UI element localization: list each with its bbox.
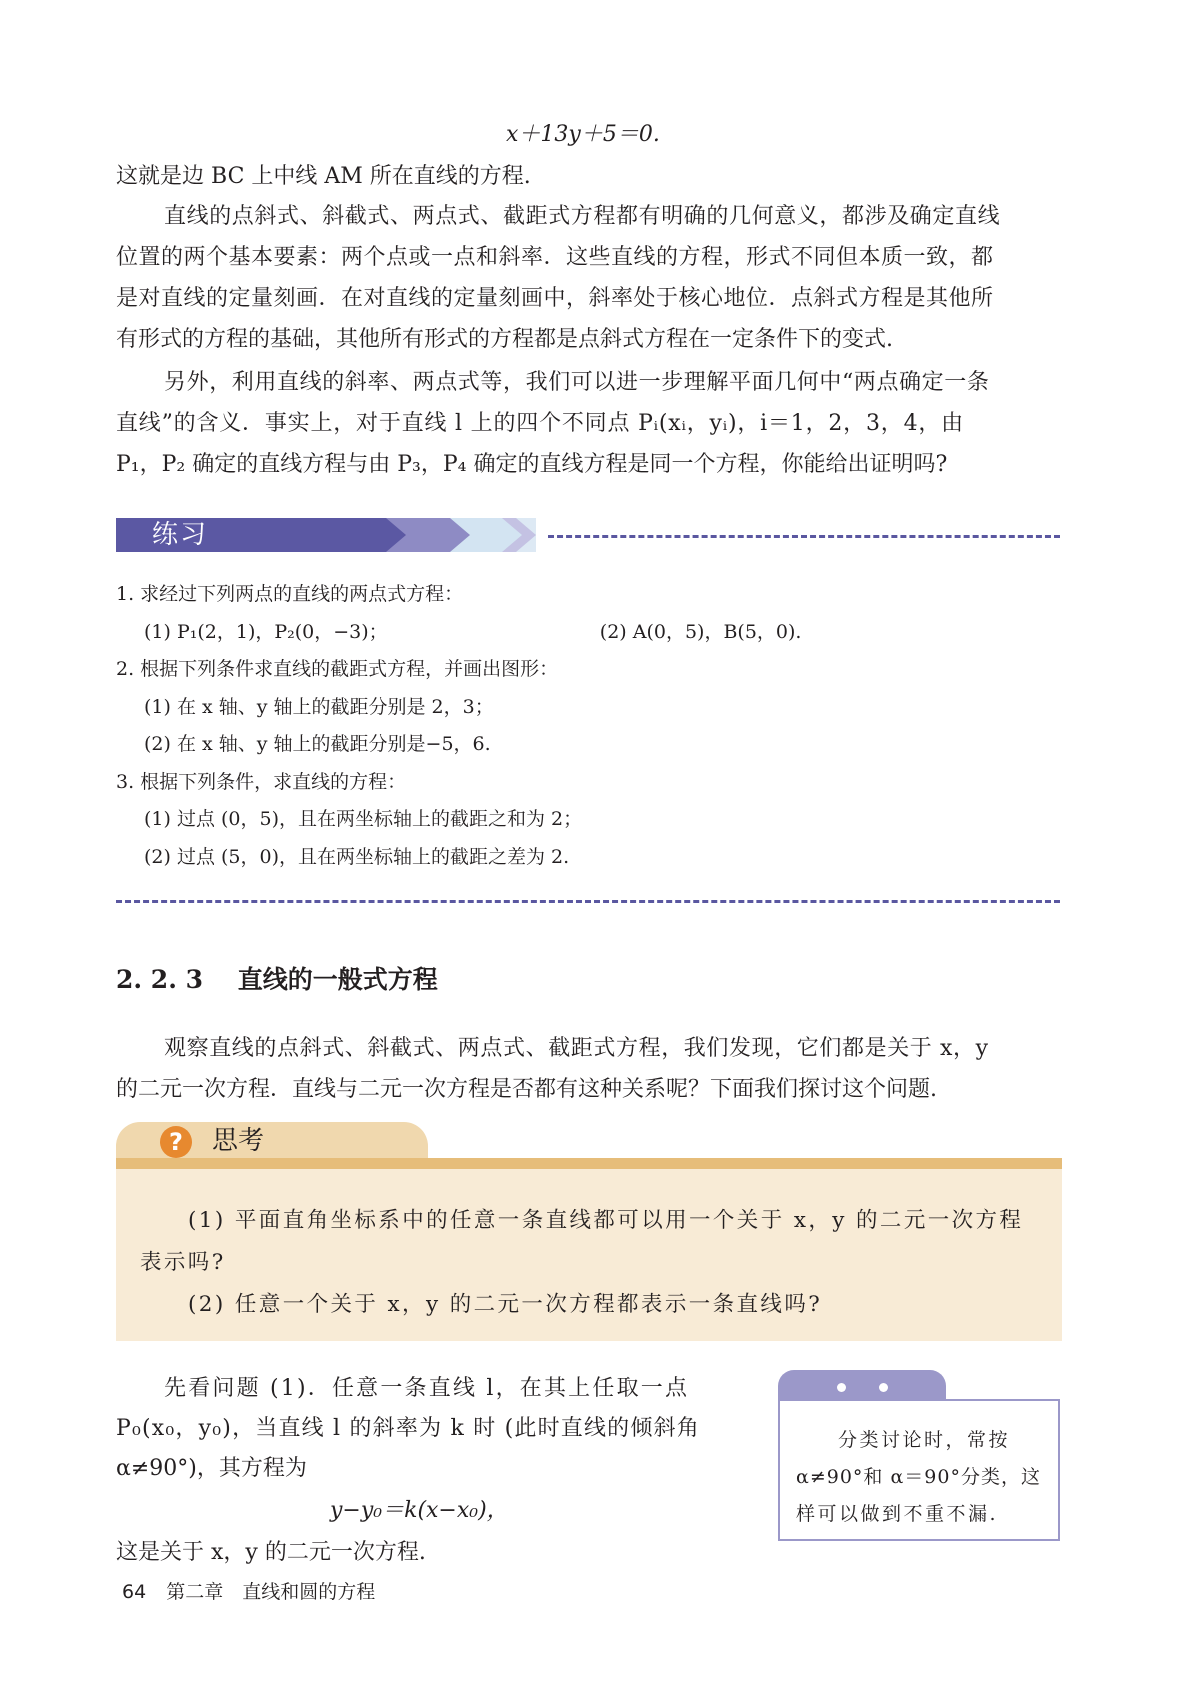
note-line-3: 样可以做到不重不漏. <box>796 1503 999 1525</box>
paragraph-2-line-2: 直线”的含义．事实上，对于直线 l 上的四个不同点 Pᵢ(xᵢ，yᵢ)，i＝1，2，3，4，由 <box>116 411 964 436</box>
bottom-equation: y−y₀＝k(x−x₀)， <box>330 1498 509 1523</box>
think-line-1: (1) 平面直角坐标系中的任意一条直线都可以用一个关于 x，y 的二元一次方程 <box>188 1208 1024 1233</box>
note-line-2: α≠90°和 α＝90°分类，这 <box>796 1466 1041 1488</box>
think-line-2: 表示吗? <box>140 1250 226 1275</box>
exercise-question-1b: (2) A(0，5)，B(5，0). <box>599 620 802 643</box>
page-number: 64 <box>122 1581 147 1603</box>
exercise-question-2a: (1) 在 x 轴、y 轴上的截距分别是 2，3； <box>144 695 494 718</box>
bottom-line-1: 先看问题 (1)．任意一条直线 l，在其上任取一点 <box>164 1376 690 1401</box>
section-paragraph-line-2: 的二元一次方程．直线与二元一次方程是否都有这种关系呢？下面我们探讨这个问题. <box>116 1077 937 1102</box>
exercise-question-2b: (2) 在 x 轴、y 轴上的截距分别是−5，6. <box>144 733 491 755</box>
think-line-3: (2) 任意一个关于 x，y 的二元一次方程都表示一条直线吗? <box>188 1292 823 1317</box>
question-mark-icon: ? <box>160 1126 192 1158</box>
paragraph-1-line-4: 有形式的方程的基础，其他所有形式的方程都是点斜式方程在一定条件下的变式. <box>116 327 893 352</box>
paragraph-1-line-3: 是对直线的定量刻画．在对直线的定量刻画中，斜率处于核心地位．点斜式方程是其他所 <box>116 286 994 311</box>
paragraph-2-line-1: 另外，利用直线的斜率、两点式等，我们可以进一步理解平面几何中“两点确定一条 <box>164 370 990 395</box>
section-heading <box>116 960 438 1000</box>
exercise-question-3b: (2) 过点 (5，0)，且在两坐标轴上的截距之差为 2. <box>144 845 570 868</box>
note-dot-left <box>837 1383 846 1392</box>
exercise-list <box>116 576 801 876</box>
bottom-line-2: P₀(x₀，y₀)，当直线 l 的斜率为 k 时 (此时直线的倾斜角 <box>116 1416 700 1441</box>
exercise-bottom-divider <box>116 900 1060 903</box>
paragraph-1-line-2: 位置的两个基本要素：两个点或一点和斜率．这些直线的方程，形式不同但本质一致，都 <box>116 245 994 270</box>
paragraph-2-line-3: P₁，P₂ 确定的直线方程与由 P₃，P₄ 确定的直线方程是同一个方程，你能给出证明吗? <box>116 452 948 477</box>
exercise-question-3: 3. 根据下列条件，求直线的方程： <box>116 770 407 793</box>
paragraph-1-line-1: 直线的点斜式、斜截式、两点式、截距式方程都有明确的几何意义，都涉及确定直线 <box>164 204 1001 229</box>
page-footer <box>122 1578 375 1606</box>
equation-line: x＋13y＋5＝0. <box>506 122 660 147</box>
exercise-question-3a: (1) 过点 (0，5)，且在两坐标轴上的截距之和为 2； <box>144 808 583 830</box>
section-number: 2. 2. 3 <box>116 965 203 994</box>
section-title: 直线的一般式方程 <box>237 965 438 994</box>
exercise-banner-tail <box>450 518 540 552</box>
chapter-title: 第二章 直线和圆的方程 <box>166 1581 376 1603</box>
note-line-1: 分类讨论时，常按 <box>838 1429 1011 1451</box>
section-paragraph-line-1: 观察直线的点斜式、斜截式、两点式、截距式方程，我们发现，它们都是关于 x，y <box>164 1036 989 1061</box>
exercise-question-1-parts <box>116 614 801 652</box>
exercise-top-divider <box>548 535 1060 538</box>
exercise-question-1a: (1) P₁(2，1)，P₂(0，−3)； <box>144 620 388 643</box>
think-title: 思考 <box>212 1126 265 1156</box>
bottom-line-4: 这是关于 x，y 的二元一次方程. <box>116 1540 426 1565</box>
note-tab <box>778 1370 946 1402</box>
exercise-question-2: 2. 根据下列条件求直线的截距式方程，并画出图形： <box>116 658 559 680</box>
note-dot-right <box>879 1383 888 1392</box>
side-note-content <box>796 1422 1046 1533</box>
think-content <box>140 1200 1040 1326</box>
bottom-line-3: α≠90°)，其方程为 <box>116 1456 307 1481</box>
conclusion-line: 这就是边 BC 上中线 AM 所在直线的方程. <box>116 164 531 189</box>
exercise-question-1: 1. 求经过下列两点的直线的两点式方程： <box>116 583 464 605</box>
exercise-title: 练习 <box>152 520 209 550</box>
